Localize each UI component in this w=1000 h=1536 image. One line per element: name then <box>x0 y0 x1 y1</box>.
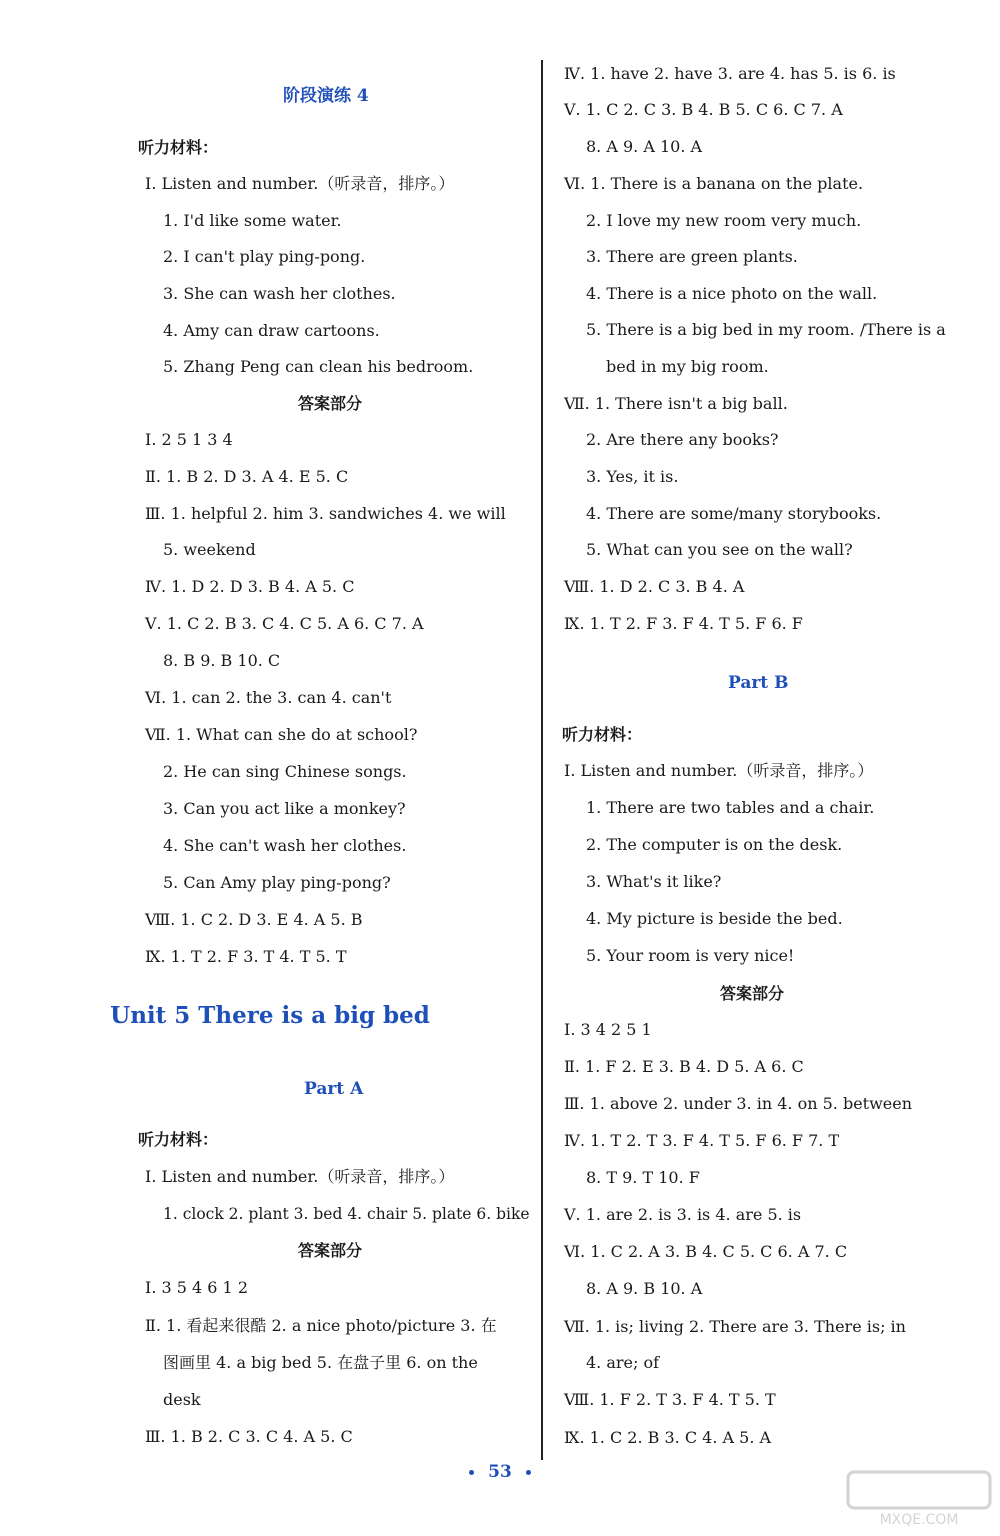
answer-line: Ⅱ. 1. 看起来很酷 2. a nice photo/picture 3. 在 <box>145 1316 497 1335</box>
answer-line: Ⅳ. 1. have 2. have 3. are 4. has 5. is 6. is <box>564 64 896 83</box>
answer-line: 4. There are some/many storybooks. <box>586 504 882 523</box>
answer-line: Ⅳ. 1. T 2. T 3. F 4. T 5. F 6. F 7. T <box>564 1131 840 1150</box>
answer-line: 4. There is a nice photo on the wall. <box>586 284 878 303</box>
part-a-title: Part A <box>304 1079 364 1099</box>
answer-line: Ⅵ. 1. C 2. A 3. B 4. C 5. C 6. A 7. C <box>564 1242 848 1261</box>
dot-icon <box>526 1470 531 1475</box>
answer-line: Ⅷ. 1. D 2. C 3. B 4. A <box>564 577 745 596</box>
answer-line: 2. He can sing Chinese songs. <box>163 762 407 781</box>
list-item: 1. clock 2. plant 3. bed 4. chair 5. plate 6. bike <box>163 1205 530 1223</box>
answer-line: Ⅶ. 1. What can she do at school? <box>145 725 418 744</box>
right-column <box>548 0 1000 1480</box>
listening-part1-heading: Ⅰ. Listen and number.（听录音，排序。） <box>564 761 874 780</box>
answer-line: 8. B 9. B 10. C <box>163 651 281 670</box>
list-item: 5. Zhang Peng can clean his bedroom. <box>163 357 474 376</box>
answer-line: Ⅸ. 1. T 2. F 3. F 4. T 5. F 6. F <box>564 614 803 633</box>
column-divider <box>541 60 543 1460</box>
answer-line: Ⅰ. 2 5 1 3 4 <box>145 430 233 449</box>
answer-line: 3. There are green plants. <box>586 247 798 266</box>
answer-line: Ⅲ. 1. above 2. under 3. in 4. on 5. between <box>564 1094 913 1113</box>
answer-line: Ⅴ. 1. are 2. is 3. is 4. are 5. is <box>564 1205 802 1224</box>
answers-heading: 答案部分 <box>298 394 363 413</box>
answer-line: 图画里 4. a big bed 5. 在盘子里 6. on the <box>163 1353 478 1372</box>
answer-line: Ⅸ. 1. C 2. B 3. C 4. A 5. A <box>564 1428 772 1447</box>
answer-line: Ⅱ. 1. B 2. D 3. A 4. E 5. C <box>145 467 349 486</box>
answer-line: 8. T 9. T 10. F <box>586 1168 700 1187</box>
answer-line: Ⅶ. 1. There isn't a big ball. <box>564 394 788 413</box>
list-item: 5. Your room is very nice! <box>586 946 795 965</box>
answer-line: 8. A 9. A 10. A <box>586 137 703 156</box>
list-item: 4. My picture is beside the bed. <box>586 909 843 928</box>
listening-heading: 听力材料： <box>138 1130 219 1149</box>
unit-title: Unit 5 There is a big bed <box>110 1002 430 1029</box>
answer-line: 5. Can Amy play ping-pong? <box>163 873 391 892</box>
answer-line: 3. Yes, it is. <box>586 467 679 486</box>
list-item: 2. The computer is on the desk. <box>586 835 843 854</box>
listening-heading: 听力材料： <box>562 725 643 744</box>
listening-heading: 听力材料： <box>138 138 219 157</box>
answer-line: Ⅳ. 1. D 2. D 3. B 4. A 5. C <box>145 577 355 596</box>
answer-line: Ⅵ. 1. can 2. the 3. can 4. can't <box>145 688 392 707</box>
page-number-text: 53 <box>488 1462 512 1482</box>
answer-line: Ⅰ. 3 5 4 6 1 2 <box>145 1278 248 1297</box>
answer-line: bed in my big room. <box>606 357 769 376</box>
answer-line: Ⅱ. 1. F 2. E 3. B 4. D 5. A 6. C <box>564 1057 804 1076</box>
list-item: 3. What's it like? <box>586 872 722 891</box>
list-item: 1. I'd like some water. <box>163 211 342 230</box>
answer-line: Ⅶ. 1. is; living 2. There are 3. There is; in <box>564 1317 906 1336</box>
answer-line: 8. A 9. B 10. A <box>586 1279 703 1298</box>
part-b-title: Part B <box>728 673 789 693</box>
dot-icon <box>469 1470 474 1475</box>
answer-line: Ⅷ. 1. C 2. D 3. E 4. A 5. B <box>145 910 363 929</box>
answer-line: Ⅲ. 1. helpful 2. him 3. sandwiches 4. we will <box>145 504 506 523</box>
section-title: 阶段演练 4 <box>283 86 369 106</box>
answers-heading: 答案部分 <box>298 1241 363 1260</box>
answer-line: Ⅷ. 1. F 2. T 3. F 4. T 5. T <box>564 1390 776 1409</box>
answer-line: Ⅸ. 1. T 2. F 3. T 4. T 5. T <box>145 947 347 966</box>
answer-line: 4. are; of <box>586 1353 660 1372</box>
watermark-logo-icon <box>844 1470 994 1530</box>
listening-part1-heading: Ⅰ. Listen and number.（听录音，排序。） <box>145 174 455 193</box>
answer-line: 5. There is a big bed in my room. /There is a <box>586 320 946 339</box>
answer-line: 2. Are there any books? <box>586 430 779 449</box>
answer-line: desk <box>163 1390 201 1409</box>
answer-line: Ⅲ. 1. B 2. C 3. C 4. A 5. C <box>145 1427 353 1446</box>
answer-line: 5. What can you see on the wall? <box>586 540 853 559</box>
watermark-text: MXQE.COM <box>879 1512 959 1528</box>
answer-line: Ⅴ. 1. C 2. B 3. C 4. C 5. A 6. C 7. A <box>145 614 424 633</box>
list-item: 1. There are two tables and a chair. <box>586 798 875 817</box>
answer-line: 5. weekend <box>163 540 256 559</box>
list-item: 4. Amy can draw cartoons. <box>163 321 380 340</box>
answer-line: 2. I love my new room very much. <box>586 211 862 230</box>
list-item: 3. She can wash her clothes. <box>163 284 396 303</box>
answers-heading: 答案部分 <box>720 984 785 1003</box>
answer-line: 4. She can't wash her clothes. <box>163 836 407 855</box>
answer-line: Ⅰ. 3 4 2 5 1 <box>564 1020 652 1039</box>
answer-line: 3. Can you act like a monkey? <box>163 799 406 818</box>
list-item: 2. I can't play ping-pong. <box>163 247 366 266</box>
answer-line: Ⅵ. 1. There is a banana on the plate. <box>564 174 864 193</box>
answer-line: Ⅴ. 1. C 2. C 3. B 4. B 5. C 6. C 7. A <box>564 100 843 119</box>
listening-part1-heading: Ⅰ. Listen and number.（听录音，排序。） <box>145 1167 455 1186</box>
